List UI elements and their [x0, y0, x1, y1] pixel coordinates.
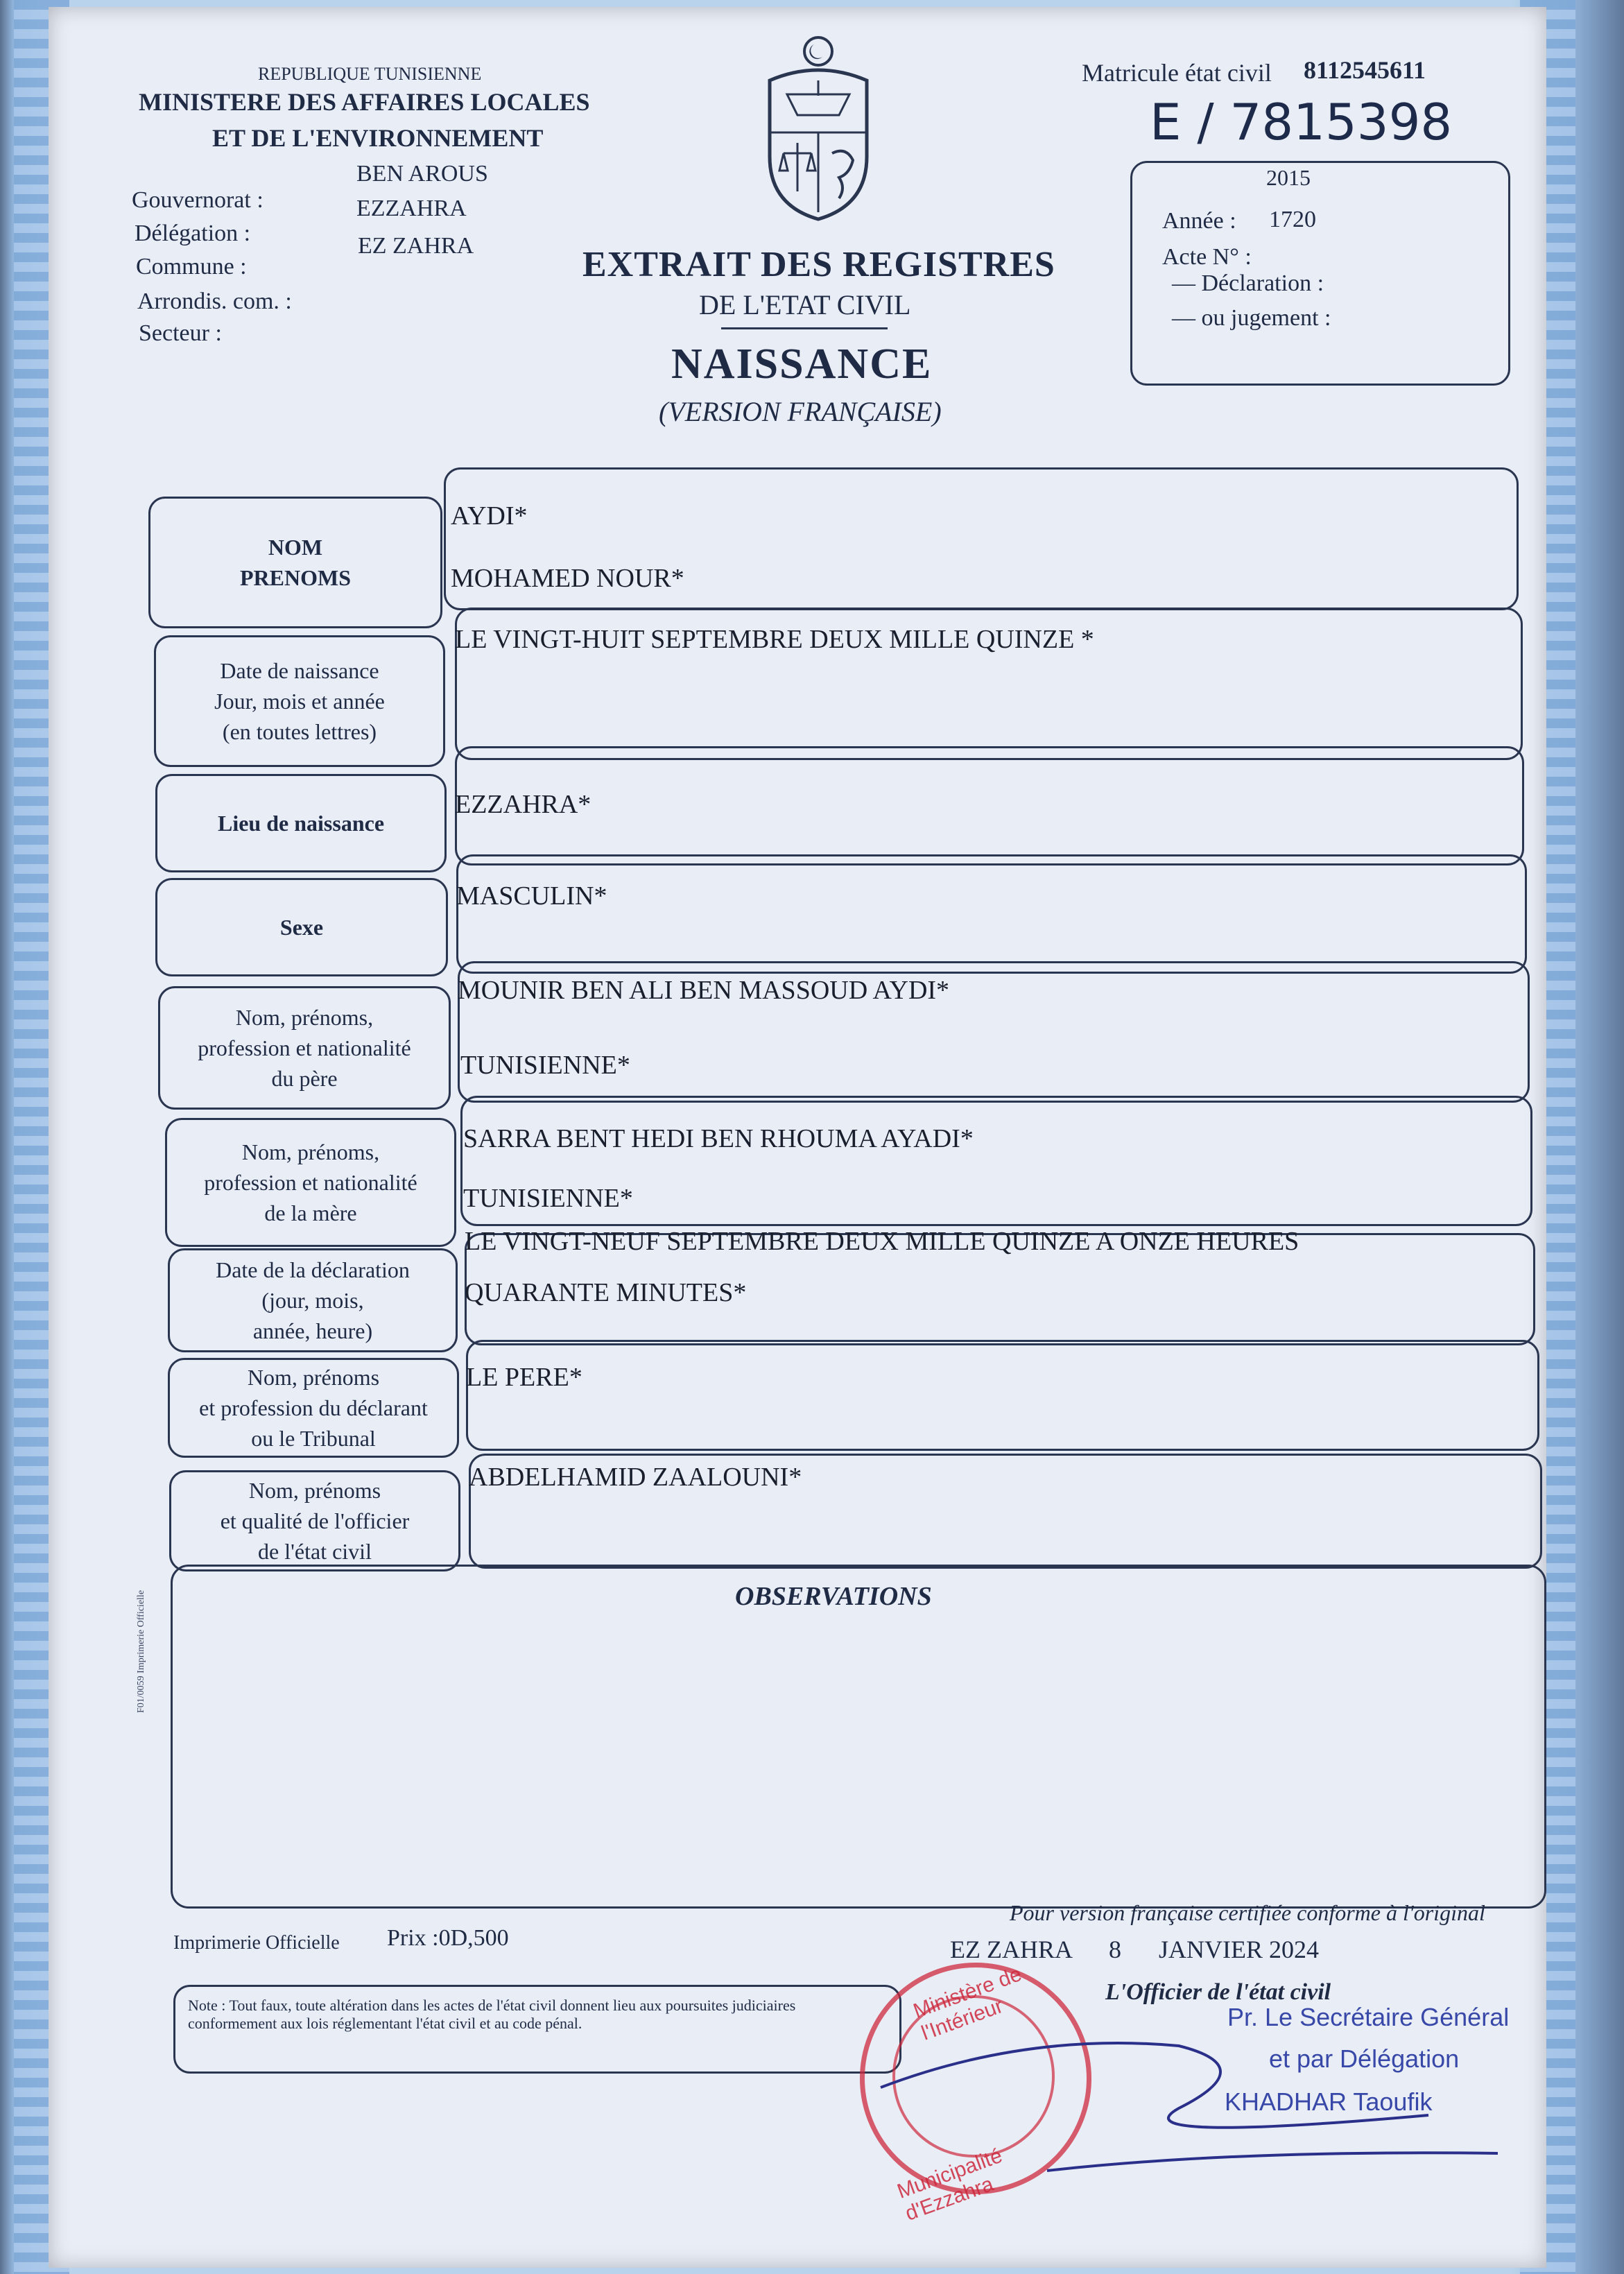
secteur-label: Secteur :	[139, 320, 222, 346]
label-lieu-naissance: Lieu de naissance	[155, 774, 447, 872]
value-mere-nationalite: TUNISIENNE*	[463, 1184, 633, 1213]
label-date-declaration: Date de la déclaration (jour, mois, année, heure)	[168, 1248, 458, 1352]
label-sexe: Sexe	[155, 878, 448, 976]
legal-note: Note : Tout faux, toute altération dans les actes de l'état civil donnent lieu aux poursuites judiciaires conformement aux lois réglementant l'état civil et au code pénal.	[173, 1985, 901, 2074]
declaration-label: — Déclaration :	[1172, 270, 1324, 296]
signature-line3: KHADHAR Taoufik	[1225, 2087, 1433, 2116]
printer-label: Imprimerie Officielle	[173, 1932, 340, 1954]
title-version: (VERSION FRANÇAISE)	[659, 396, 942, 427]
acte-value: 1720	[1269, 207, 1316, 232]
label-officier: Nom, prénoms et qualité de l'officier de l'état civil	[169, 1470, 460, 1571]
value-pere-nationalite: TUNISIENNE*	[460, 1051, 630, 1080]
stamp-top-text: Ministère de l'Intérieur	[910, 1962, 1025, 2045]
side-print: F01/0059 Imprimerie Officielle	[136, 1590, 146, 1713]
value-box-declarant	[466, 1340, 1539, 1451]
gouvernorat-value: BEN AROUS	[356, 161, 488, 187]
officer-label: L'Officier de l'état civil	[1105, 1979, 1331, 2005]
ministry-line1: MINISTERE DES AFFAIRES LOCALES	[139, 88, 590, 116]
commune-value: EZ ZAHRA	[358, 233, 474, 259]
value-declarant: LE PERE*	[466, 1363, 582, 1392]
signature-line2: et par Délégation	[1269, 2044, 1460, 2073]
value-box-sexe	[456, 854, 1527, 974]
handwritten-signature-icon	[818, 2004, 1526, 2185]
price-label: Prix :0D,500	[387, 1925, 509, 1951]
value-box-lieu	[455, 746, 1524, 865]
label-nom-prenoms: NOM PRENOMS	[148, 497, 442, 628]
jugement-label: — ou jugement :	[1172, 305, 1331, 331]
matricule-label: Matricule état civil	[1082, 59, 1272, 87]
value-declaration-line2: QUARANTE MINUTES*	[465, 1278, 747, 1307]
annee-value: 2015	[1266, 165, 1311, 190]
label-date-naissance: Date de naissance Jour, mois et année (en toutes lettres)	[154, 635, 445, 767]
observations-box	[171, 1565, 1546, 1909]
title-underline	[721, 327, 888, 329]
tunisia-coat-of-arms-icon	[756, 32, 881, 226]
observations-label: OBSERVATIONS	[735, 1582, 932, 1611]
delegation-value: EZZAHRA	[356, 196, 467, 221]
certified-label: Pour version française certifiée conforme à l'original	[1010, 1900, 1485, 1925]
value-officier: ABDELHAMID ZAALOUNI*	[469, 1463, 802, 1492]
signature-line1: Pr. Le Secrétaire Général	[1227, 2003, 1510, 2031]
matricule-value: 8112545611	[1304, 56, 1426, 84]
value-declaration-line1: LE VINGT-NEUF SEPTEMBRE DEUX MILLE QUINZE A ONZE HEURES	[465, 1227, 1299, 1256]
value-mere-nom: SARRA BENT HEDI BEN RHOUMA AYADI*	[463, 1124, 974, 1153]
place-date: EZ ZAHRA 8 JANVIER 2024	[950, 1936, 1319, 1963]
title-naissance: NAISSANCE	[671, 341, 933, 388]
value-pere-nom: MOUNIR BEN ALI BEN MASSOUD AYDI*	[458, 976, 950, 1005]
commune-label: Commune :	[136, 254, 247, 279]
value-sexe: MASCULIN*	[456, 881, 607, 911]
stamp-bottom-text: Municipalité d'Ezzahra	[894, 2144, 1005, 2225]
gouvernorat-label: Gouvernorat :	[132, 187, 264, 213]
acte-label: Acte N° :	[1162, 244, 1252, 270]
republic-label: REPUBLIQUE TUNISIENNE	[258, 64, 482, 84]
value-date-naissance: LE VINGT-HUIT SEPTEMBRE DEUX MILLE QUINZE *	[455, 625, 1094, 654]
label-mere: Nom, prénoms, profession et nationalité de la mère	[165, 1118, 456, 1247]
title-etat-civil: DE L'ETAT CIVIL	[699, 289, 911, 320]
registry-number: E / 7815398	[1150, 93, 1453, 151]
annee-label: Année :	[1162, 208, 1236, 234]
title-extrait: EXTRAIT DES REGISTRES	[582, 245, 1055, 284]
value-nom: AYDI*	[451, 501, 528, 531]
value-lieu-naissance: EZZAHRA*	[455, 790, 591, 819]
delegation-label: Délégation :	[135, 221, 251, 246]
label-pere: Nom, prénoms, profession et nationalité du père	[158, 986, 451, 1110]
label-declarant: Nom, prénoms et profession du déclarant ou le Tribunal	[168, 1358, 459, 1458]
value-prenoms: MOHAMED NOUR*	[451, 564, 684, 593]
ministry-line2: ET DE L'ENVIRONNEMENT	[212, 124, 544, 152]
arrondissement-label: Arrondis. com. :	[137, 288, 292, 314]
